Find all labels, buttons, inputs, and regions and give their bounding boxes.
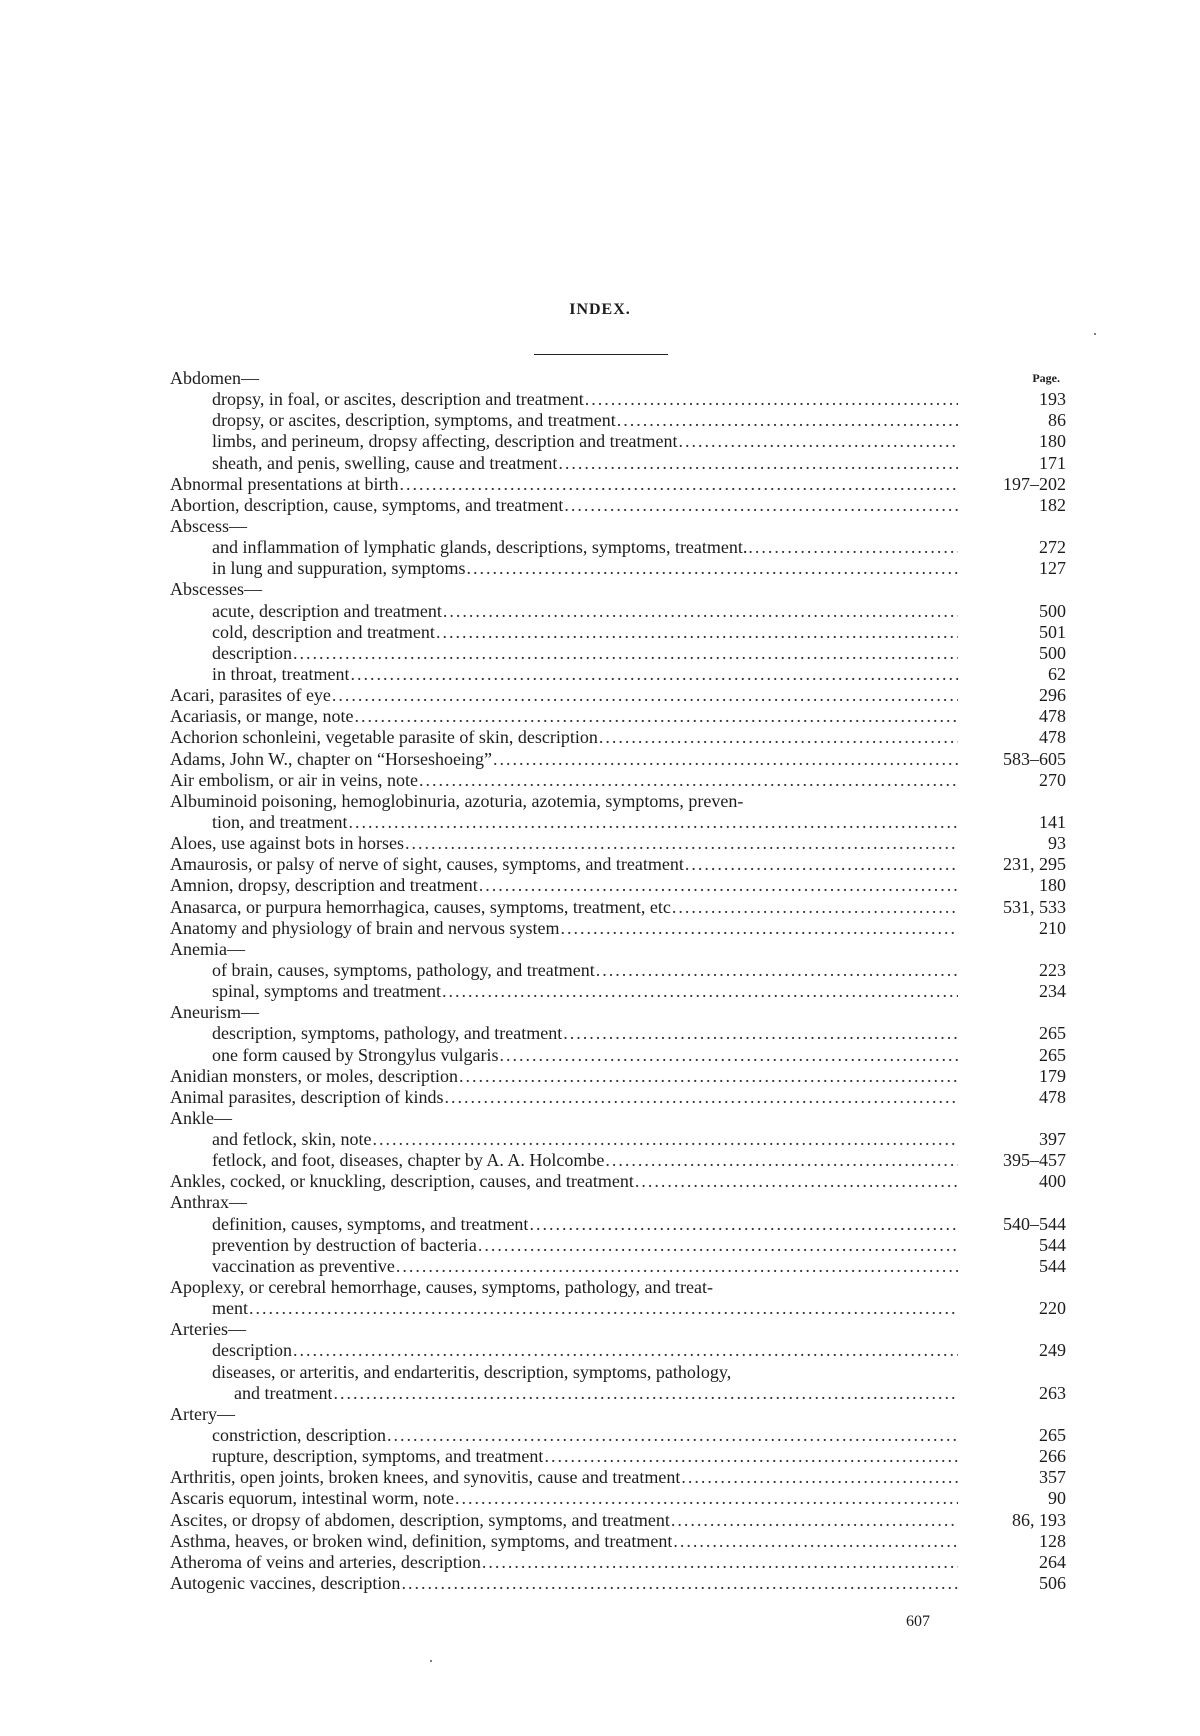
page-column-header: Page. [1032,371,1060,385]
entry-text: Abscesses— [170,579,262,600]
entry-page: 180 [1039,431,1066,452]
index-subentry [170,601,1066,622]
entry-page: 193 [1039,389,1066,410]
dot-leader [350,664,958,685]
entry-page: 197–202 [1003,473,1066,494]
entry-text: Autogenic vaccines, description [170,1573,401,1594]
index-entry [170,875,1066,896]
entry-page: 223 [1039,959,1066,980]
entry-text: Air embolism, or air in veins, note [170,769,418,790]
index-entry [170,918,1066,939]
entry-text: cold, description and treatment [212,621,435,642]
entry-text: Albuminoid poisoning, hemoglobinuria, azoturia, azotemia, symptoms, preven- [170,790,744,811]
entry-page: 90 [1048,1488,1066,1509]
entry-text: dropsy, or ascites, description, symptoms, and treatment [212,410,616,431]
dot-leader [560,918,958,939]
entry-text: Apoplexy, or cerebral hemorrhage, causes, symptoms, pathology, and treat- [170,1277,713,1298]
index-subentry [170,664,1066,685]
dot-leader [459,1066,958,1087]
dot-leader [605,1150,958,1171]
entry-text: Ankles, cocked, or knuckling, description, causes, and treatment [170,1171,634,1192]
index-subentry-continuation [170,1383,1066,1404]
entry-text: spinal, symptoms and treatment [212,981,441,1002]
entry-text: Ascites, or dropsy of abdomen, description, symptoms, and treatment [170,1509,670,1530]
index-entry-heading [170,1319,1066,1340]
index-subentry [170,1150,1066,1171]
dot-leader [585,389,958,410]
index-entry [170,685,1066,706]
entry-text: constriction, description [212,1425,386,1446]
entry-page: 272 [1039,537,1066,558]
dot-leader [673,1531,958,1552]
entry-page: 180 [1039,875,1066,896]
entry-text: description [212,1340,292,1361]
index-subentry [170,389,1066,410]
index-subentry [170,1425,1066,1446]
entry-text: Achorion schonleini, vegetable parasite of skin, description [170,727,598,748]
index-entry [170,1171,1066,1192]
entry-text: fetlock, and foot, diseases, chapter by A. A. Holcombe [212,1150,605,1171]
entry-text: definition, causes, symptoms, and treatment [212,1213,529,1234]
dot-leader [478,1235,958,1256]
index-entry [170,1510,1066,1531]
index-entry-heading [170,579,1066,600]
index-entry-heading [170,1192,1066,1213]
index-entry [170,1066,1066,1087]
dot-leader [617,410,958,431]
index-subentry [170,1214,1066,1235]
index-entry [170,474,1066,495]
entry-page: 296 [1039,685,1066,706]
entry-text: limbs, and perineum, dropsy affecting, description and treatment [212,431,678,452]
index-entry [170,1573,1066,1594]
dot-leader [436,622,958,643]
dot-leader [333,1383,958,1404]
entry-text: Anidian monsters, or moles, description [170,1065,458,1086]
index-title: INDEX. [569,301,631,318]
entry-page: 357 [1039,1467,1066,1488]
scan-speck [1094,333,1096,335]
dot-leader [599,727,958,748]
entry-text: Anemia— [170,938,245,959]
dot-leader [679,431,958,452]
entry-text: Ankle— [170,1107,232,1128]
index-entry [170,495,1066,516]
dot-leader [396,1256,958,1277]
entry-text: Asthma, heaves, or broken wind, definition, symptoms, and treatment [170,1530,673,1551]
entry-text: Artery— [170,1403,235,1424]
dot-leader [387,1425,958,1446]
entry-text: Acariasis, or mange, note [170,706,354,727]
index-entry [170,1277,1066,1298]
entry-text: Arthritis, open joints, broken knees, and synovitis, cause and treatment [170,1467,681,1488]
index-entry [170,1087,1066,1108]
entry-page: 62 [1048,663,1066,684]
entry-text: Aneurism— [170,1002,259,1023]
entry-text: Amnion, dropsy, description and treatment [170,875,478,896]
dot-leader [544,1446,958,1467]
dot-leader [444,1087,958,1108]
index-subentry [170,537,1066,558]
entry-page: 270 [1039,769,1066,790]
entry-text: vaccination as preventive [212,1255,395,1276]
index-subentry [170,1129,1066,1150]
index-entry-continuation [170,812,1066,833]
index-entry [170,727,1066,748]
entry-text: Anatomy and physiology of brain and nervous system [170,917,560,938]
dot-leader [748,537,958,558]
entry-text: and fetlock, skin, note [212,1129,372,1150]
index-subentry [170,622,1066,643]
entry-page: 265 [1039,1425,1066,1446]
title-rule [534,354,668,355]
entry-page: 583–605 [1003,748,1066,769]
index-entry-heading [170,1002,1066,1023]
entry-text: one form caused by Strongylus vulgaris [212,1044,499,1065]
entry-page: 265 [1039,1023,1066,1044]
entry-page: 263 [1039,1382,1066,1403]
dot-leader [672,897,958,918]
entry-text: ment [212,1298,248,1319]
entry-page: 249 [1039,1340,1066,1361]
index-subentry [170,1362,1066,1383]
entry-text: Ascaris equorum, intestinal worm, note [170,1488,454,1509]
entry-text: Abnormal presentations at birth [170,473,399,494]
index-subentry [170,558,1066,579]
index-subentry [170,1045,1066,1066]
index-subentry [170,431,1066,452]
dot-leader [332,685,958,706]
dot-leader [493,749,958,770]
entry-page: 234 [1039,981,1066,1002]
dot-leader [596,960,958,981]
index-entry [170,1488,1066,1509]
entry-text: of brain, causes, symptoms, pathology, and treatment [212,959,595,980]
dot-leader [558,453,958,474]
entry-text: and treatment [234,1382,333,1403]
index-subentry [170,1340,1066,1361]
entry-text: Amaurosis, or palsy of nerve of sight, causes, symptoms, and treatment [170,854,684,875]
entry-page: 395–457 [1003,1150,1066,1171]
entry-text: Atheroma of veins and arteries, description [170,1551,481,1572]
index-entry [170,897,1066,918]
index-entry-heading [170,1108,1066,1129]
entry-page: 231, 295 [1003,854,1066,875]
entry-text: Aloes, use against bots in horses [170,833,404,854]
dot-leader [479,875,958,896]
entry-page: 179 [1039,1065,1066,1086]
dot-leader [399,474,958,495]
entry-page: 171 [1039,452,1066,473]
entry-page: 265 [1039,1044,1066,1065]
dot-leader [635,1171,958,1192]
dot-leader [443,601,958,622]
index-entry-heading [170,1404,1066,1425]
entry-text: sheath, and penis, swelling, cause and treatment [212,452,558,473]
index-entry-continuation [170,1298,1066,1319]
entry-page: 544 [1039,1234,1066,1255]
entry-text: dropsy, in foal, or ascites, description and treatment [212,389,584,410]
entry-page: 86, 193 [1012,1509,1066,1530]
entry-page: 397 [1039,1129,1066,1150]
entry-page: 500 [1039,642,1066,663]
index-entry-heading [170,368,1066,389]
index-entry-heading [170,939,1066,960]
entry-text: Abscess— [170,515,247,536]
entry-page: 220 [1039,1298,1066,1319]
index-list [170,368,1066,1594]
entry-page: 501 [1039,621,1066,642]
entry-page: 266 [1039,1446,1066,1467]
scan-speck [430,1660,432,1662]
entry-page: 182 [1039,494,1066,515]
dot-leader [348,812,958,833]
dot-leader [293,643,958,664]
entry-text: Adams, John W., chapter on “Horseshoeing” [170,748,492,769]
dot-leader [671,1510,958,1531]
index-subentry [170,1446,1066,1467]
dot-leader [354,706,958,727]
entry-text: description, symptoms, pathology, and treatment [212,1023,563,1044]
index-subentry [170,643,1066,664]
entry-page: 478 [1039,706,1066,727]
entry-page: 478 [1039,727,1066,748]
index-subentry [170,1256,1066,1277]
dot-leader [455,1488,958,1509]
entry-text: description [212,642,292,663]
index-entry [170,833,1066,854]
entry-page: 210 [1039,917,1066,938]
index-subentry [170,453,1066,474]
entry-page: 544 [1039,1255,1066,1276]
entry-text: Abdomen— [170,368,259,388]
dot-leader [564,495,958,516]
index-subentry [170,1023,1066,1044]
index-entry [170,1467,1066,1488]
entry-text: Animal parasites, description of kinds [170,1086,444,1107]
index-subentry [170,1235,1066,1256]
entry-page: 478 [1039,1086,1066,1107]
index-entry [170,1531,1066,1552]
dot-leader [442,981,958,1002]
entry-text: Arteries— [170,1319,246,1340]
dot-leader [685,854,958,875]
index-entry [170,791,1066,812]
entry-text: Abortion, description, cause, symptoms, and treatment [170,494,564,515]
entry-text: prevention by destruction of bacteria [212,1234,477,1255]
dot-leader [401,1573,958,1594]
index-entry-heading [170,516,1066,537]
dot-leader [293,1340,958,1361]
index-subentry [170,410,1066,431]
index-subentry [170,981,1066,1002]
entry-page: 128 [1039,1530,1066,1551]
index-entry [170,706,1066,727]
entry-text: acute, description and treatment [212,600,442,621]
index-entry [170,770,1066,791]
dot-leader [563,1023,958,1044]
entry-page: 127 [1039,558,1066,579]
entry-text: rupture, description, symptoms, and treatment [212,1446,544,1467]
entry-text: Anthrax— [170,1192,247,1213]
entry-page: 506 [1039,1573,1066,1594]
dot-leader [482,1552,958,1573]
entry-page: 500 [1039,600,1066,621]
entry-text: diseases, or arteritis, and endarteritis, description, symptoms, pathology, [212,1361,732,1382]
dot-leader [499,1045,958,1066]
index-entry [170,749,1066,770]
dot-leader [249,1298,958,1319]
index-entry [170,854,1066,875]
dot-leader [681,1467,958,1488]
dot-leader [467,558,959,579]
entry-page: 540–544 [1003,1213,1066,1234]
dot-leader [419,770,958,791]
entry-page: 86 [1048,410,1066,431]
dot-leader [529,1214,958,1235]
entry-page: 531, 533 [1003,896,1066,917]
entry-page: 400 [1039,1171,1066,1192]
dot-leader [372,1129,958,1150]
entry-text: tion, and treatment [212,811,348,832]
entry-text: in throat, treatment [212,663,350,684]
dot-leader [405,833,958,854]
entry-text: Anasarca, or purpura hemorrhagica, causes, symptoms, treatment, etc [170,896,671,917]
index-entry [170,1552,1066,1573]
page-number: 607 [906,1613,930,1630]
entry-text: and inflammation of lymphatic glands, descriptions, symptoms, treatment. [212,537,748,558]
entry-text: Acari, parasites of eye [170,685,331,706]
entry-text: in lung and suppuration, symptoms [212,558,466,579]
index-subentry [170,960,1066,981]
entry-page: 93 [1048,833,1066,854]
entry-page: 264 [1039,1551,1066,1572]
entry-page: 141 [1039,811,1066,832]
